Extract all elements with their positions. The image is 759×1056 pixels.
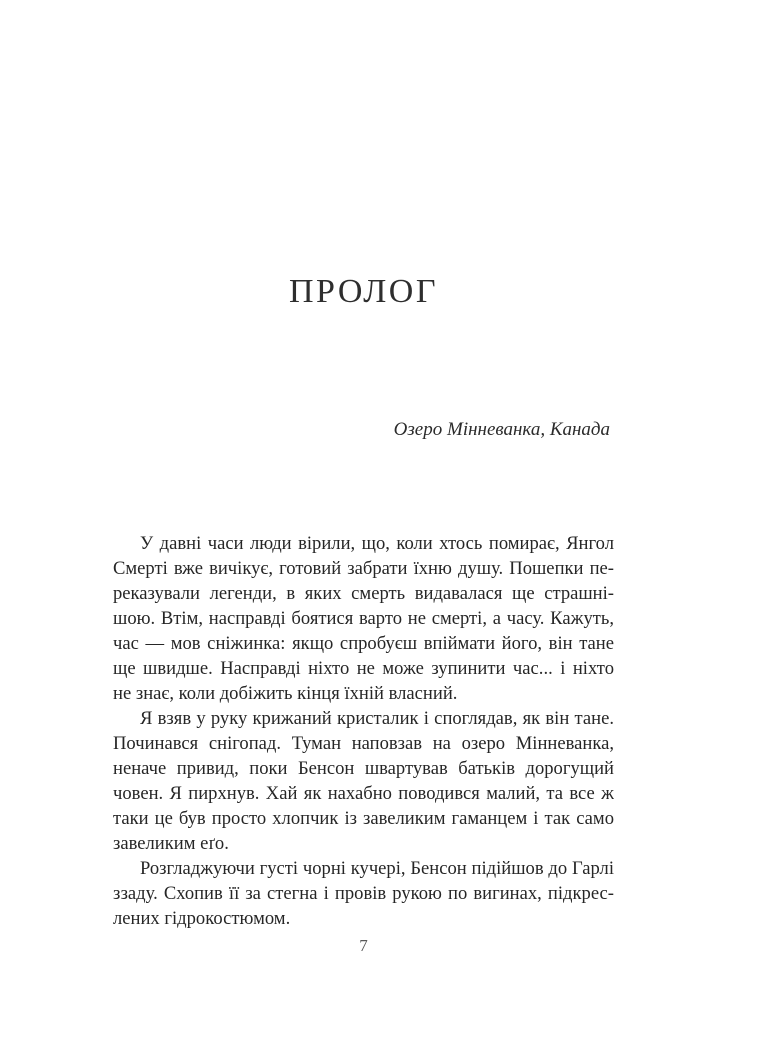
body-line: У давні часи люди вірили, що, коли хтось помирає, Янгол	[140, 533, 614, 554]
body-line: човен. Я пирхнув. Хай як нахабно поводився малий, та все ж	[113, 783, 614, 804]
body-text	[113, 531, 614, 931]
paragraph	[113, 856, 614, 931]
body-line: Я взяв у руку крижаний кристалик і споглядав, як він тане.	[140, 708, 614, 729]
body-line: ще швидше. Насправді ніхто не може зупинити час... і ніхто	[113, 658, 614, 679]
epigraph-location: Озеро Мінневанка, Канада	[393, 419, 610, 440]
body-line: час — мов сніжинка: якщо спробуєш впіймати його, він тане	[113, 633, 614, 654]
body-line: неначе привид, поки Бенсон швартував батьків дорогущий	[113, 758, 614, 779]
body-line: шою. Втім, насправді боятися варто не смерті, а часу. Кажуть,	[113, 608, 614, 629]
body-line: Смерті вже вичікує, готовий забрати їхню душу. Пошепки пе-	[113, 558, 614, 579]
body-line: лених гідрокостюмом.	[113, 908, 291, 929]
paragraph	[113, 531, 614, 706]
body-line: реказували легенди, в яких смерть видавалася ще страшні-	[113, 583, 614, 604]
body-line: не знає, коли добіжить кінця їхній власний.	[113, 683, 458, 704]
body-line: таки це був просто хлопчик із завеликим гаманцем і так само	[113, 808, 614, 829]
body-line: Починався снігопад. Туман наповзав на озеро Мінневанка,	[113, 733, 614, 754]
body-line: завеликим еґо.	[113, 833, 229, 854]
body-line: ззаду. Схопив її за стегна і провів рукою по вигинах, підкрес-	[113, 883, 614, 904]
chapter-title: ПРОЛОГ	[288, 273, 438, 310]
page-number: 7	[359, 936, 368, 955]
body-line: Розгладжуючи густі чорні кучері, Бенсон підійшов до Гарлі	[140, 858, 614, 879]
paragraph	[113, 706, 614, 856]
